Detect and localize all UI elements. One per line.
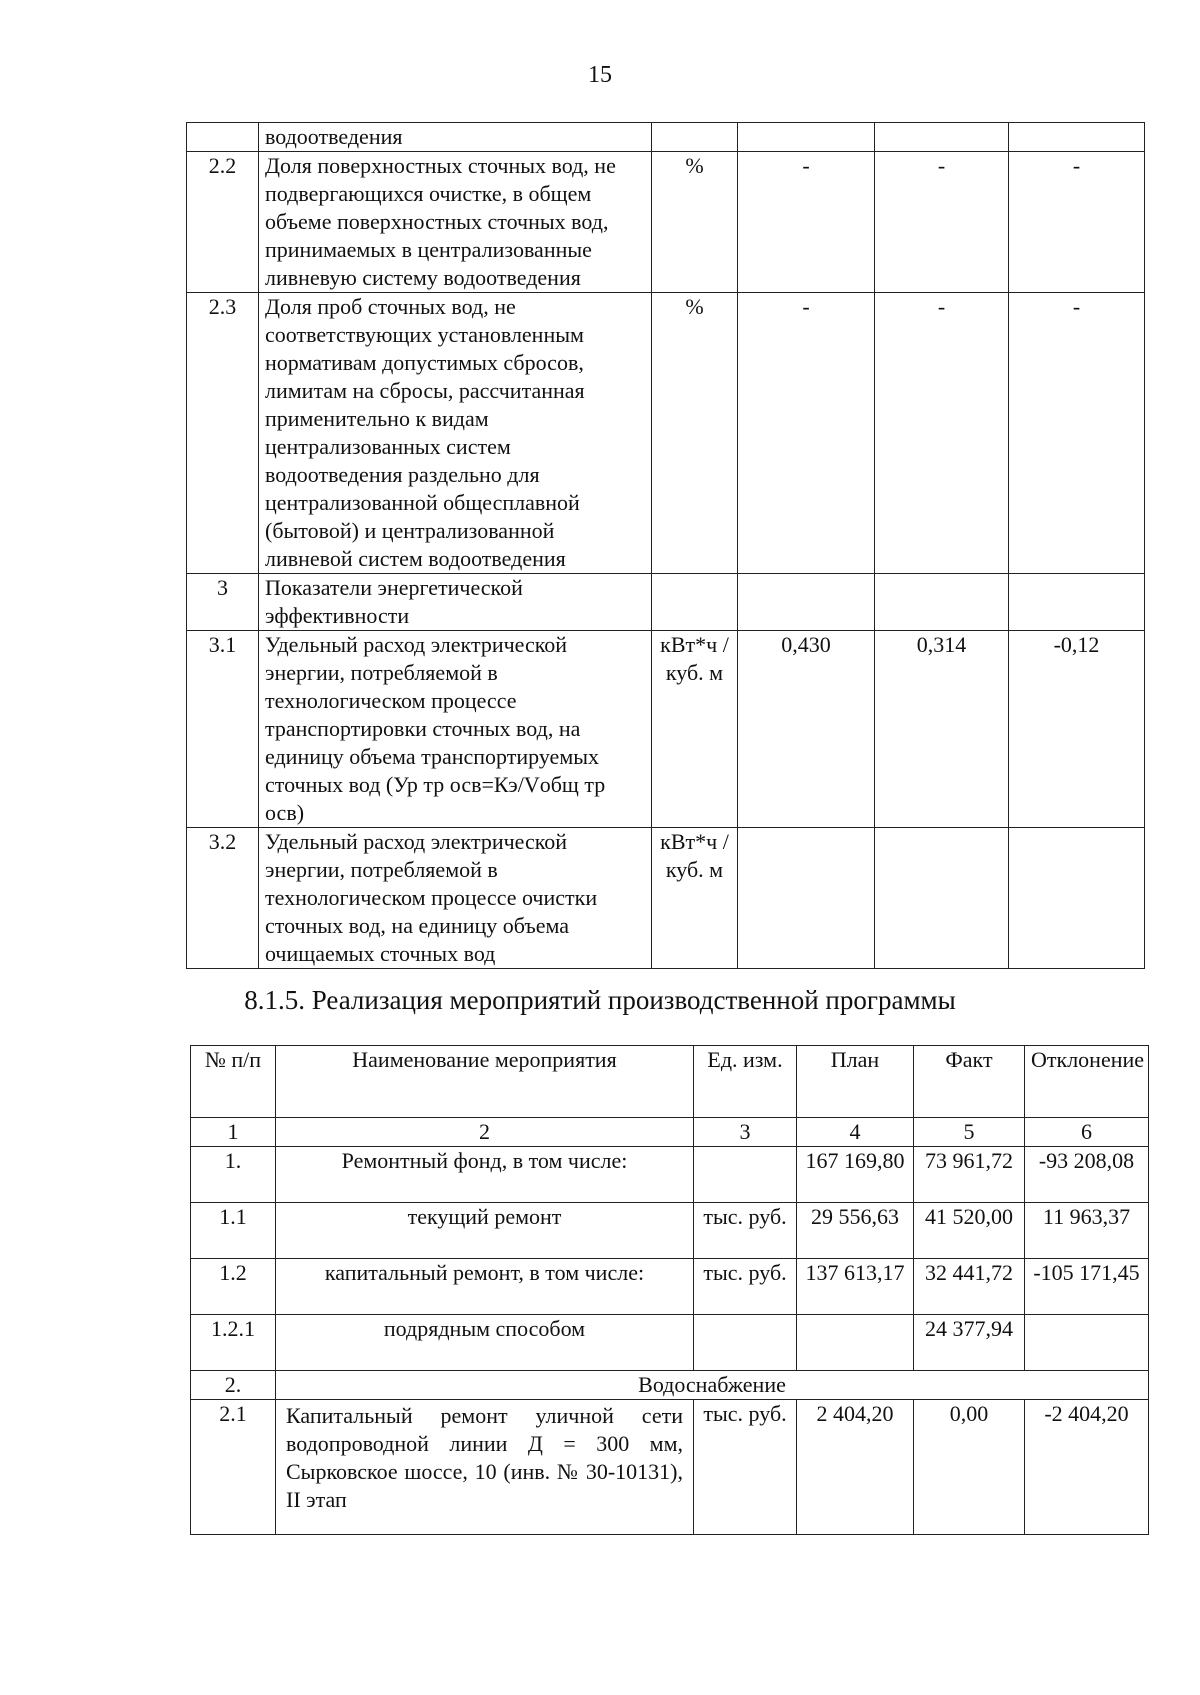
indicator-name: Показатели энергетической эффективности <box>259 574 652 631</box>
table-row <box>187 574 1145 631</box>
table-row <box>187 293 1145 574</box>
fact-cell <box>875 574 1009 631</box>
plan-cell: - <box>738 152 875 293</box>
unit-cell: % <box>652 293 738 574</box>
unit-cell <box>694 1315 797 1371</box>
fact-cell: 32 441,72 <box>914 1259 1025 1315</box>
unit-cell <box>652 123 738 152</box>
activity-name: текущий ремонт <box>276 1203 694 1259</box>
row-number: 3 <box>187 574 259 631</box>
row-number: 1.2 <box>191 1259 276 1315</box>
deviation-cell: -2 404,20 <box>1025 1400 1149 1535</box>
unit-cell <box>652 574 738 631</box>
row-number: 2. <box>191 1371 276 1400</box>
plan-cell: 29 556,63 <box>797 1203 914 1259</box>
header-cell: № п/п <box>191 1046 276 1118</box>
row-number: 1. <box>191 1147 276 1203</box>
column-number: 4 <box>797 1118 914 1147</box>
page-number: 15 <box>588 62 612 88</box>
plan-cell: 0,430 <box>738 631 875 828</box>
unit-cell: тыс. руб. <box>694 1203 797 1259</box>
table-row <box>187 828 1145 969</box>
plan-cell <box>797 1315 914 1371</box>
fact-cell: - <box>875 152 1009 293</box>
section-title: 8.1.5. Реализация мероприятий производственной программы <box>244 985 956 1015</box>
plan-cell: - <box>738 293 875 574</box>
row-number: 2.3 <box>187 293 259 574</box>
deviation-cell <box>1009 123 1145 152</box>
table-row <box>191 1315 1149 1371</box>
row-number <box>187 123 259 152</box>
deviation-cell: - <box>1009 293 1145 574</box>
column-number: 3 <box>694 1118 797 1147</box>
deviation-cell: - <box>1009 152 1145 293</box>
deviation-cell: 11 963,37 <box>1025 1203 1149 1259</box>
header-cell: Отклонение <box>1025 1046 1149 1118</box>
fact-cell <box>875 123 1009 152</box>
section-label: Водоснабжение <box>276 1371 1149 1400</box>
header-cell: Факт <box>914 1046 1025 1118</box>
unit-cell: кВт*ч /куб. м <box>652 631 738 828</box>
unit-cell: тыс. руб. <box>694 1259 797 1315</box>
row-number: 2.2 <box>187 152 259 293</box>
indicators-table <box>186 122 1145 969</box>
column-number-row <box>191 1118 1149 1147</box>
activity-name: Капитальный ремонт уличной сети водопроводной линии Д = 300 мм, Сырковское шоссе, 10 (инв. № 30-10131), II этап <box>276 1400 694 1535</box>
row-number: 2.1 <box>191 1400 276 1535</box>
fact-cell: - <box>875 293 1009 574</box>
plan-cell <box>738 828 875 969</box>
deviation-cell <box>1009 574 1145 631</box>
activity-name: подрядным способом <box>276 1315 694 1371</box>
table-row <box>191 1400 1149 1535</box>
table-row <box>191 1203 1149 1259</box>
table-header-row <box>191 1046 1149 1118</box>
deviation-cell: -105 171,45 <box>1025 1259 1149 1315</box>
unit-cell <box>694 1147 797 1203</box>
row-number: 3.1 <box>187 631 259 828</box>
unit-cell: кВт*ч /куб. м <box>652 828 738 969</box>
table-row <box>191 1147 1149 1203</box>
table-row <box>187 152 1145 293</box>
deviation-cell: -93 208,08 <box>1025 1147 1149 1203</box>
fact-cell: 41 520,00 <box>914 1203 1025 1259</box>
plan-cell: 167 169,80 <box>797 1147 914 1203</box>
deviation-cell: -0,12 <box>1009 631 1145 828</box>
unit-cell: % <box>652 152 738 293</box>
table-row <box>187 123 1145 152</box>
activity-name: капитальный ремонт, в том числе: <box>276 1259 694 1315</box>
column-number: 5 <box>914 1118 1025 1147</box>
plan-cell: 137 613,17 <box>797 1259 914 1315</box>
indicator-name: водоотведения <box>259 123 652 152</box>
row-number: 3.2 <box>187 828 259 969</box>
column-number: 1 <box>191 1118 276 1147</box>
deviation-cell <box>1009 828 1145 969</box>
fact-cell <box>875 828 1009 969</box>
fact-cell: 24 377,94 <box>914 1315 1025 1371</box>
column-number: 2 <box>276 1118 694 1147</box>
plan-cell <box>738 123 875 152</box>
row-number: 1.2.1 <box>191 1315 276 1371</box>
deviation-cell <box>1025 1315 1149 1371</box>
indicator-name: Доля поверхностных сточных вод, не подвергающихся очистке, в общем объеме поверхностных сточных вод, принимаемых в централизованные ливневую систему водоотведения <box>259 152 652 293</box>
indicator-name: Удельный расход электрической энергии, потребляемой в технологическом процессе очистки сточных вод, на единицу объема очищаемых сточных вод <box>259 828 652 969</box>
table-row <box>191 1259 1149 1315</box>
fact-cell: 73 961,72 <box>914 1147 1025 1203</box>
header-cell: Наименование мероприятия <box>276 1046 694 1118</box>
unit-cell: тыс. руб. <box>694 1400 797 1535</box>
column-number: 6 <box>1025 1118 1149 1147</box>
activities-table <box>190 1045 1149 1535</box>
indicator-name: Доля проб сточных вод, не соответствующих установленным нормативам допустимых сбросов, лимитам на сбросы, рассчитанная применительно к видам централизованных систем водоотведения раздельно для централизованной общесплавной (бытовой) и централизованной ливневой систем водоотведения <box>259 293 652 574</box>
row-number: 1.1 <box>191 1203 276 1259</box>
fact-cell: 0,00 <box>914 1400 1025 1535</box>
fact-cell: 0,314 <box>875 631 1009 828</box>
table-row <box>187 631 1145 828</box>
section-row <box>191 1371 1149 1400</box>
header-cell: План <box>797 1046 914 1118</box>
activity-name: Ремонтный фонд, в том числе: <box>276 1147 694 1203</box>
plan-cell: 2 404,20 <box>797 1400 914 1535</box>
header-cell: Ед. изм. <box>694 1046 797 1118</box>
indicator-name: Удельный расход электрической энергии, потребляемой в технологическом процессе транспортировки сточных вод, на единицу объема транспортируемых сточных вод (Ур тр осв=Кэ/Vобщ тр осв) <box>259 631 652 828</box>
plan-cell <box>738 574 875 631</box>
